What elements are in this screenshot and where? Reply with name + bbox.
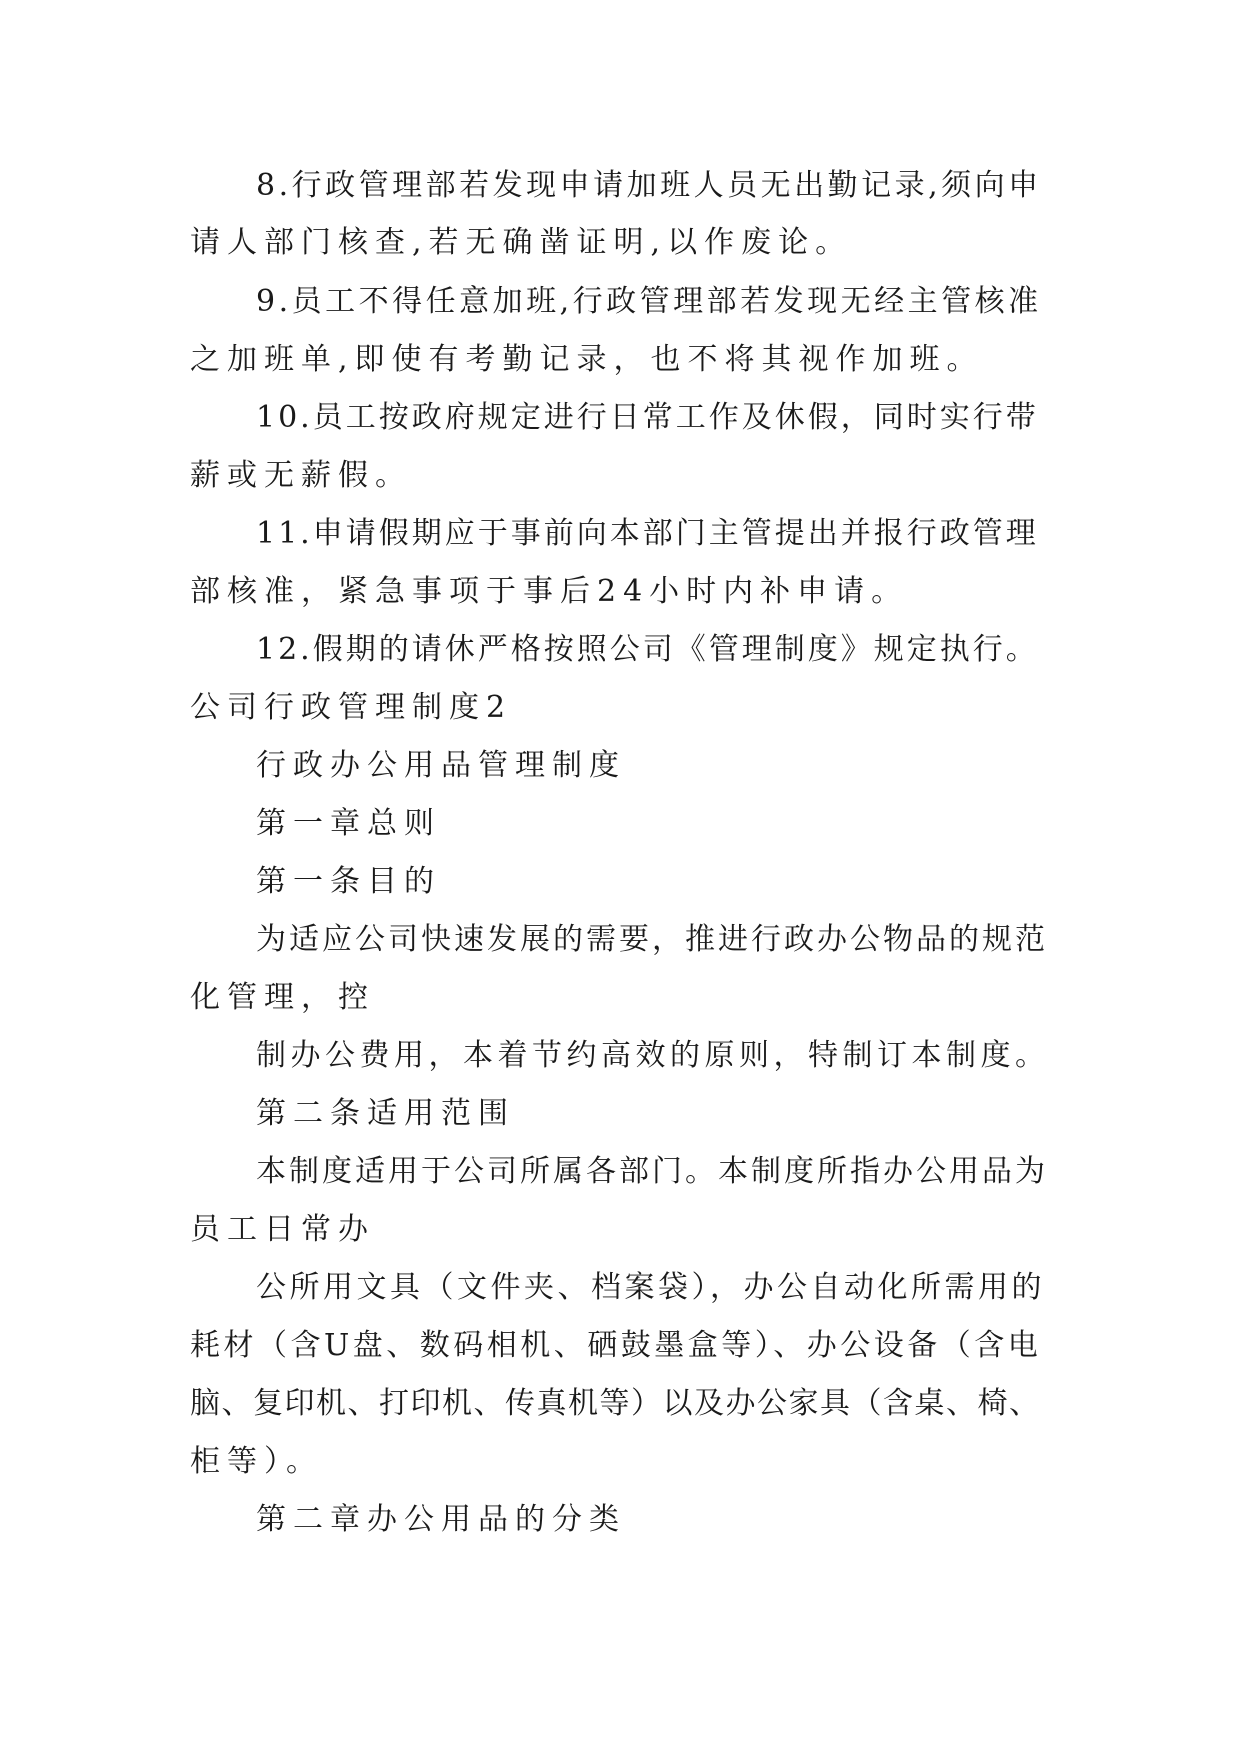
paragraph-line: 脑、复印机、打印机、传真机等）以及办公家具（含桌、椅、 bbox=[190, 1386, 1041, 1421]
paragraph-line: 制办公费用，本着节约高效的原则，特制订本制度。 bbox=[256, 1038, 1050, 1073]
paragraph-line: 化管理，控 bbox=[190, 980, 375, 1015]
paragraph-line: 之加班单,即使有考勤记录，也不将其视作加班。 bbox=[190, 342, 984, 377]
paragraph-line: 本制度适用于公司所属各部门。本制度所指办公用品为 bbox=[256, 1154, 1048, 1189]
chapter-heading: 第二章办公用品的分类 bbox=[256, 1502, 626, 1537]
paragraph-line: 部核准，紧急事项于事后24小时内补申请。 bbox=[190, 574, 909, 609]
paragraph-line: 请人部门核查,若无确凿证明,以作废论。 bbox=[190, 225, 853, 260]
section-title: 公司行政管理制度2 bbox=[190, 690, 513, 725]
paragraph-line: 薪或无薪假。 bbox=[190, 458, 412, 493]
paragraph-line: 耗材（含U盘、数码相机、硒鼓墨盒等）、办公设备（含电 bbox=[190, 1328, 1042, 1363]
paragraph-line: 10.员工按政府规定进行日常工作及休假，同时实行带 bbox=[256, 400, 1039, 435]
paragraph-line: 8.行政管理部若发现申请加班人员无出勤记录,须向申 bbox=[256, 168, 1042, 203]
paragraph-line: 柜等）。 bbox=[190, 1444, 323, 1479]
document-heading: 行政办公用品管理制度 bbox=[256, 748, 626, 783]
paragraph-line: 9.员工不得任意加班,行政管理部若发现无经主管核准 bbox=[256, 284, 1042, 319]
chapter-heading: 第一章总则 bbox=[256, 806, 441, 841]
paragraph-line: 员工日常办 bbox=[190, 1212, 375, 1247]
paragraph-line: 为适应公司快速发展的需要，推进行政办公物品的规范 bbox=[256, 922, 1048, 957]
article-heading: 第二条适用范围 bbox=[256, 1096, 515, 1131]
paragraph-line: 12.假期的请休严格按照公司《管理制度》规定执行。 bbox=[256, 632, 1039, 667]
paragraph-line: 公所用文具（文件夹、档案袋），办公自动化所需用的 bbox=[256, 1270, 1045, 1305]
paragraph-line: 11.申请假期应于事前向本部门主管提出并报行政管理 bbox=[256, 516, 1039, 551]
article-heading: 第一条目的 bbox=[256, 864, 441, 899]
